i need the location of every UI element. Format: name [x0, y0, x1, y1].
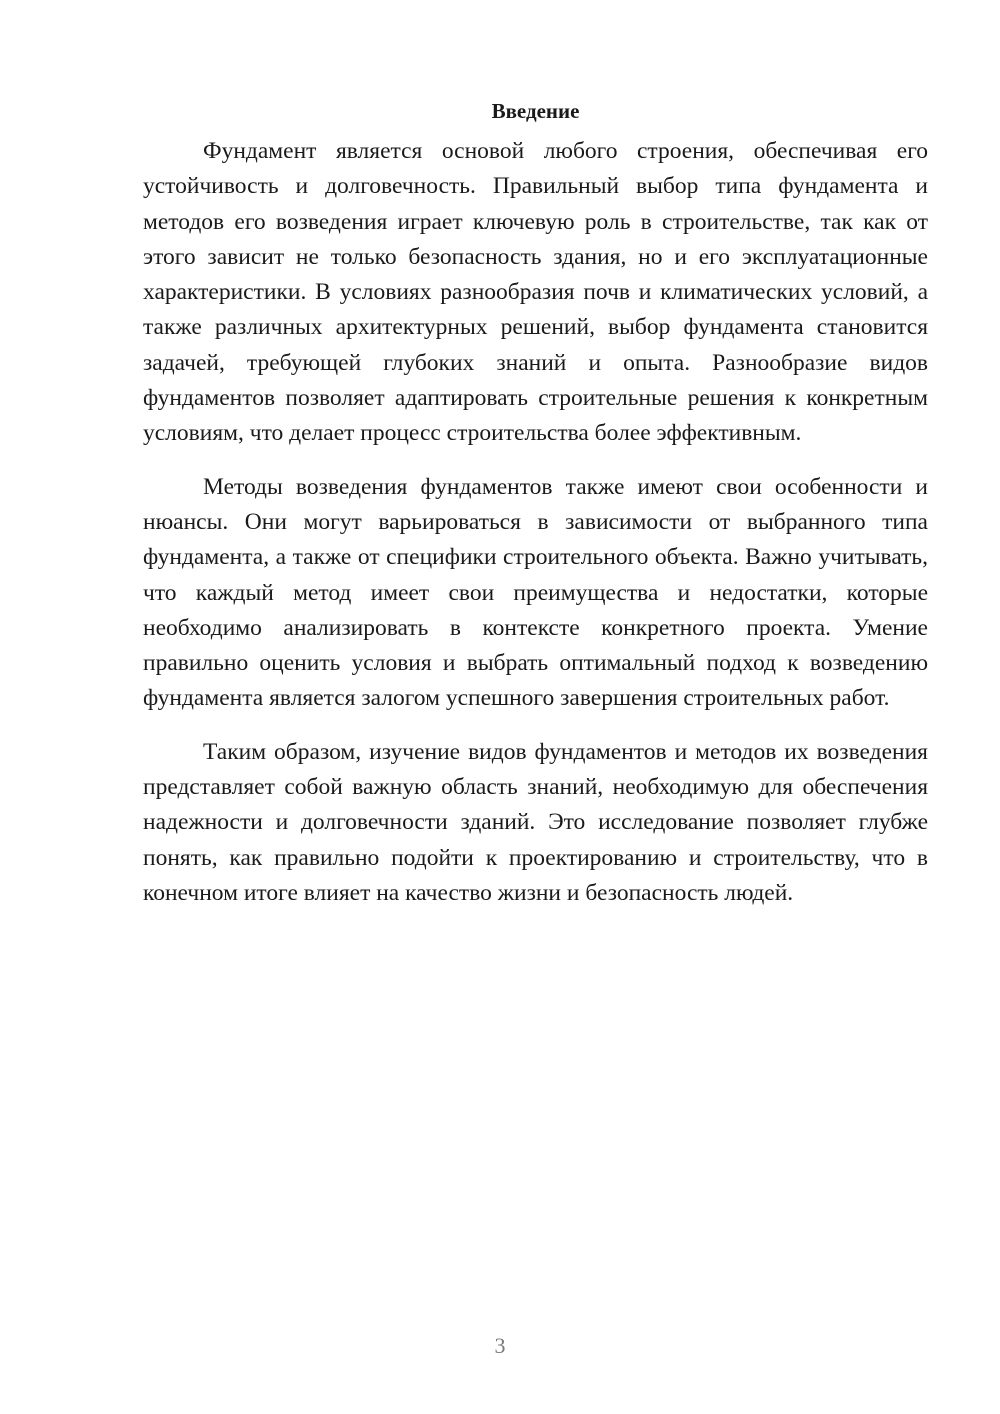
section-title: Введение — [491, 99, 580, 123]
page-number: 3 — [494, 1333, 506, 1358]
paragraph-1: Фундамент является основой любого строения, обеспечивая его устойчивость и долговечность. Правильный выбор типа фундамента и методов его возведения играет ключевую роль в строительстве, так как от этого зависит не только безопасность здания, но и его эксплуатационные характеристики. В условиях разнообразия почв и климатических условий, а также различных архитектурных решений, выбор фундамента становится задачей, требующей глубоких знаний и опыта. Разнообразие видов фундаментов позволяет адаптировать строительные решения к конкретным условиям, что делает процесс строительства более эффективным. — [143, 138, 928, 447]
paragraph-2: Методы возведения фундаментов также имеют свои особенности и нюансы. Они могут варьироваться в зависимости от выбранного типа фундамента, а также от специфики строительного объекта. Важно учитывать, что каждый метод имеет свои преимущества и недостатки, которые необходимо анализировать в контексте конкретного проекта. Умение правильно оценить условия и выбрать оптимальный подход к возведению фундамента является залогом успешного завершения строительных работ. — [143, 473, 928, 712]
document-page — [143, 96, 928, 929]
paragraph-3: Таким образом, изучение видов фундаментов и методов их возведения представляет собой важную область знаний, необходимую для обеспечения надежности и долговечности зданий. Это исследование позволяет глубже понять, как правильно подойти к проектированию и строительству, что в конечном итоге влияет на качество жизни и безопасность людей. — [143, 738, 928, 906]
